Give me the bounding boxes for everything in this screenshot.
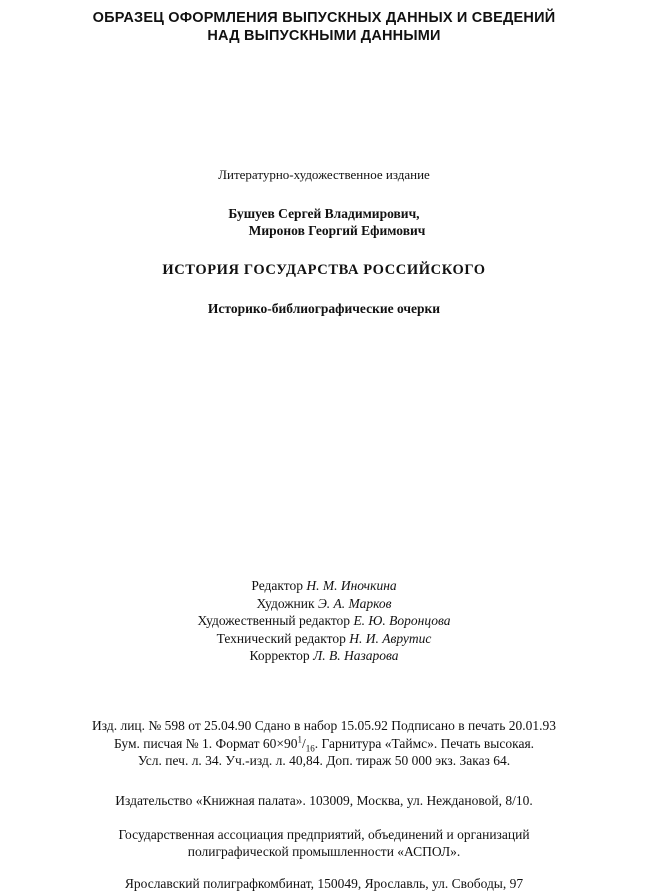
credits-block: [0, 577, 648, 665]
credit-role: Художник: [256, 595, 315, 611]
edition-type: Литературно-художественное издание: [218, 167, 430, 182]
association-line-2: полиграфической промышленности «АСПОЛ».: [187, 844, 461, 859]
imprint-line-3: Усл. печ. л. 34. Уч.-изд. л. 40,84. Доп. тираж 50 000 экз. Заказ 64.: [137, 753, 511, 768]
credit-role: Корректор: [249, 648, 310, 664]
credit-editor: [0, 577, 648, 595]
credit-name: Э. А. Марков: [317, 595, 392, 611]
credit-name: Н. И. Аврутис: [349, 630, 432, 646]
book-subtitle: Историко-библиографические очерки: [207, 301, 441, 316]
heading-line-2: НАД ВЫПУСКНЫМИ ДАННЫМИ: [207, 28, 441, 44]
printer-line: Ярославский полиграфкомбинат, 150049, Ярославль, ул. Свободы, 97: [124, 876, 524, 891]
book-title: ИСТОРИЯ ГОСУДАРСТВА РОССИЙСКОГО: [162, 262, 486, 278]
credit-artist: [0, 595, 648, 613]
credit-role: Редактор: [251, 578, 303, 593]
publisher-line: Издательство «Книжная палата». 103009, Москва, ул. Неждановой, 8/10.: [115, 793, 533, 808]
format-text: Бум. писчая № 1. Формат 60×90: [113, 735, 298, 751]
imprint-line-1: Изд. лиц. № 598 от 25.04.90 Сдано в набор 15.05.92 Подписано в печать 20.01.93: [92, 718, 556, 733]
credit-name: Л. В. Назарова: [313, 648, 399, 664]
credit-proofreader: [0, 647, 648, 665]
credit-name: Н. М. Иночкина: [306, 578, 397, 593]
author-2: Миронов Георгий Ефимович: [248, 223, 426, 238]
format-slash: /: [301, 735, 306, 751]
author-1: Бушуев Сергей Владимирович,: [228, 206, 420, 221]
credit-name: Е. Ю. Воронцова: [353, 613, 451, 629]
format-subscript: 16: [305, 743, 315, 754]
format-superscript: 1: [297, 734, 302, 744]
credit-role: Технический редактор: [216, 630, 346, 646]
association-line-1: Государственная ассоциация предприятий, объединений и организаций: [118, 827, 530, 842]
page-heading: [0, 9, 648, 45]
credit-tech-editor: [0, 630, 648, 648]
format-text-end: . Гарнитура «Таймс». Печать высокая.: [314, 735, 535, 751]
association-block: [0, 826, 648, 860]
credit-role: Художественный редактор: [197, 613, 351, 629]
authors-block: [0, 205, 648, 239]
credit-art-editor: [0, 612, 648, 630]
imprint-line-2: [0, 735, 648, 753]
heading-line-1: ОБРАЗЕЦ ОФОРМЛЕНИЯ ВЫПУСКНЫХ ДАННЫХ И СВЕДЕНИЙ: [92, 10, 556, 26]
imprint-block: [0, 717, 648, 770]
